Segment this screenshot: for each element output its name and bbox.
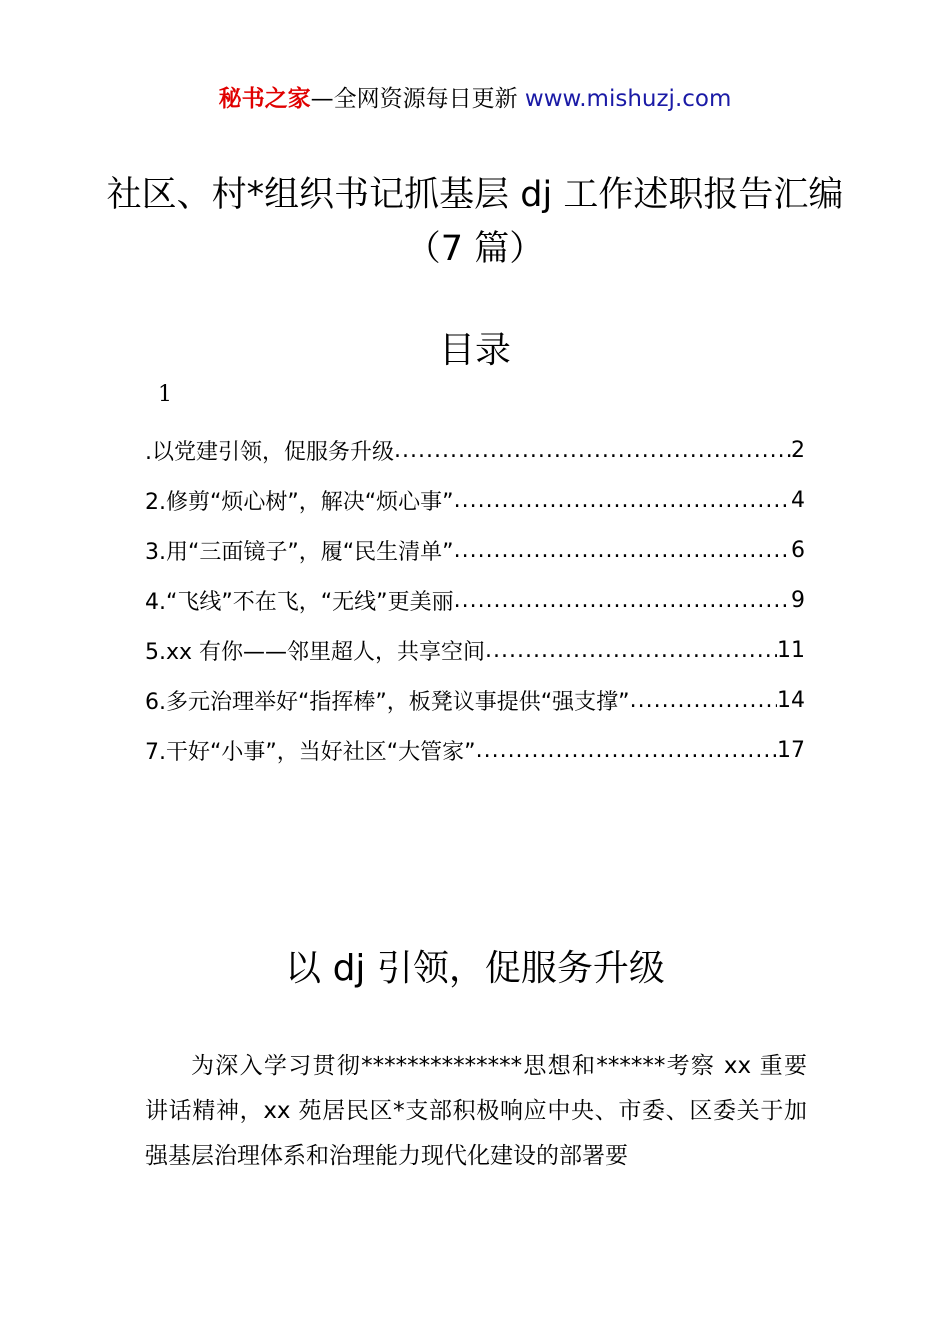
toc-leader-dots bbox=[476, 738, 777, 763]
toc-item[interactable] bbox=[145, 425, 805, 475]
toc-item-page: 11 bbox=[777, 637, 805, 663]
toc-leader-dots bbox=[630, 688, 777, 713]
body-paragraph: 为深入学习贯彻**************思想和******考察 xx 重要讲话精神，xx 苑居民区*支部积极响应中央、市委、区委关于加强基层治理体系和治理能力现代化建设的部署要 bbox=[145, 1053, 807, 1169]
toc-item-label: 6.多元治理举好“指挥棒”，板凳议事提供“强支撑” bbox=[145, 689, 630, 715]
toc-first-number: 1 bbox=[158, 382, 172, 407]
toc-item-label: 7.干好“小事”，当好社区“大管家” bbox=[145, 739, 476, 765]
toc-item[interactable] bbox=[145, 625, 805, 675]
toc-item-page: 4 bbox=[791, 487, 805, 513]
table-of-contents bbox=[145, 425, 805, 775]
toc-leader-dots bbox=[454, 588, 791, 613]
document-title: 社区、村*组织书记抓基层 dj 工作述职报告汇编（7 篇） bbox=[106, 175, 844, 269]
toc-item[interactable] bbox=[145, 675, 805, 725]
header-tagline: —全网资源每日更新 bbox=[310, 86, 525, 112]
toc-item-label: .以党建引领，促服务升级 bbox=[145, 439, 394, 465]
toc-item-label: 4.“飞线”不在飞，“无线”更美丽 bbox=[145, 589, 454, 615]
toc-item-label: 2.修剪“烦心树”，解决“烦心事” bbox=[145, 489, 454, 515]
toc-leader-dots bbox=[394, 438, 791, 463]
toc-leader-dots bbox=[485, 638, 777, 663]
brand-name: 秘书之家 bbox=[218, 86, 311, 112]
toc-item-page: 2 bbox=[791, 437, 805, 463]
toc-item-page: 14 bbox=[777, 687, 805, 713]
toc-heading: 目录 bbox=[438, 330, 511, 371]
toc-item[interactable] bbox=[145, 475, 805, 525]
toc-item-page: 17 bbox=[777, 737, 805, 763]
toc-item-page: 9 bbox=[791, 587, 805, 613]
site-url-link[interactable]: www.mishuzj.com bbox=[524, 86, 732, 112]
toc-item-label: 3.用“三面镜子”，履“民生清单” bbox=[145, 539, 454, 565]
toc-leader-dots bbox=[454, 488, 791, 513]
toc-item[interactable] bbox=[145, 525, 805, 575]
toc-leader-dots bbox=[454, 538, 791, 563]
toc-item[interactable] bbox=[145, 575, 805, 625]
site-header bbox=[0, 80, 950, 113]
section-title: 以 dj 引领，促服务升级 bbox=[285, 948, 665, 989]
toc-item-page: 6 bbox=[791, 537, 805, 563]
toc-item[interactable] bbox=[145, 725, 805, 775]
toc-item-label: 5.xx 有你——邻里超人，共享空间 bbox=[145, 639, 486, 665]
